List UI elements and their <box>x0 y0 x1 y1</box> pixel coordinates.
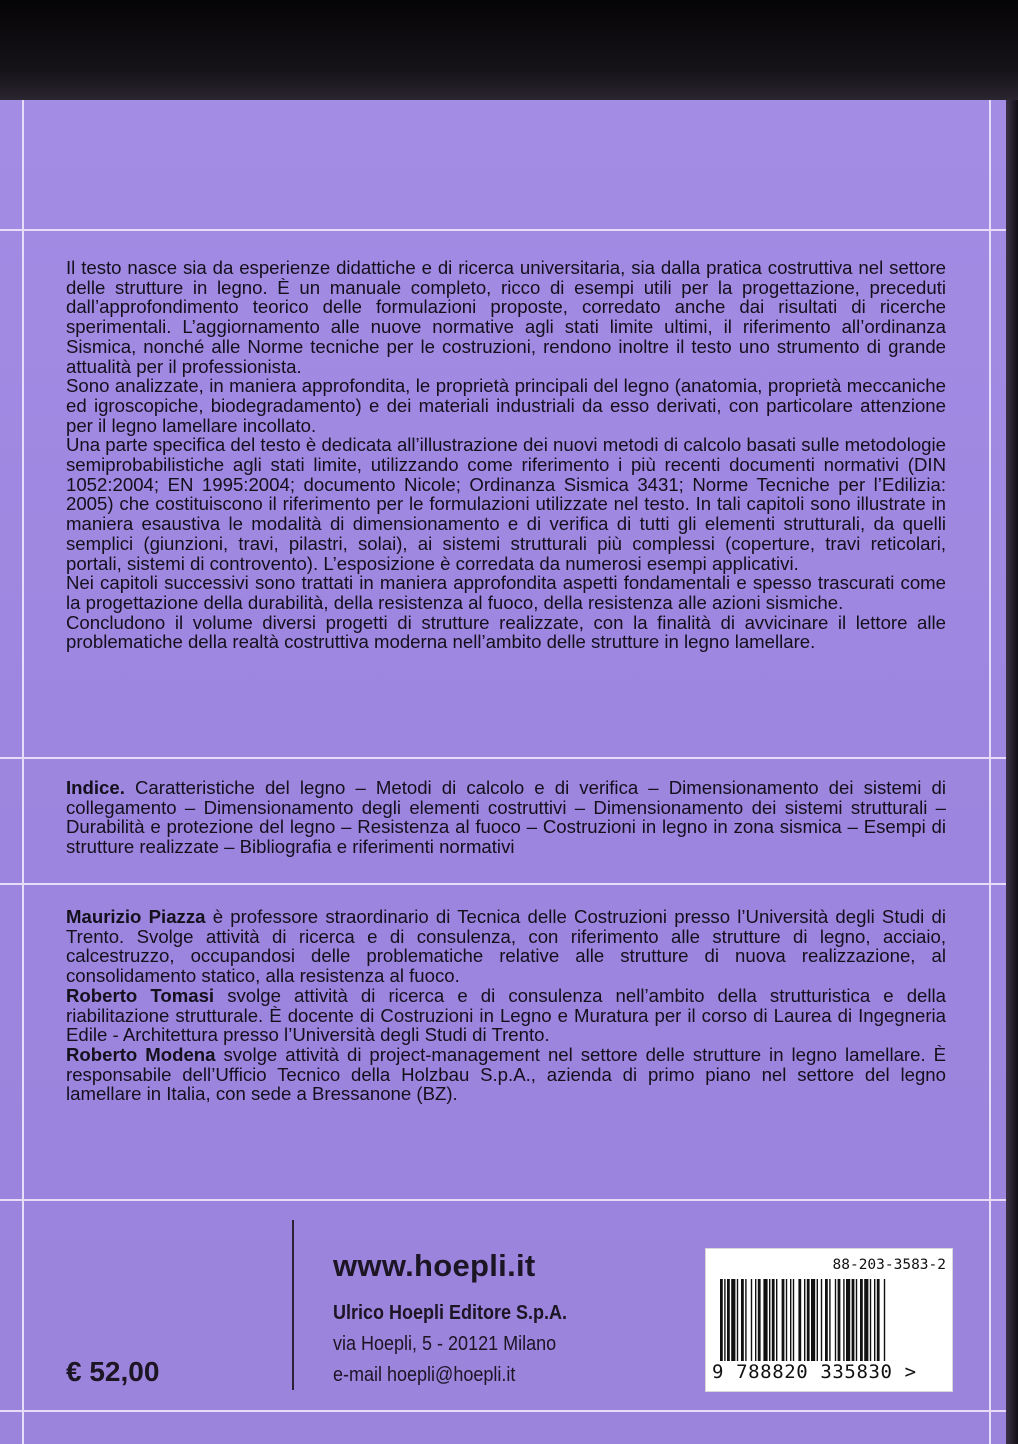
price: € 52,00 <box>66 1356 160 1387</box>
author-bio <box>66 1045 946 1104</box>
author-name: Maurizio Piazza <box>66 906 206 927</box>
ean-number: 9 788820 335830 > <box>712 1361 948 1383</box>
publisher-divider <box>292 1220 294 1390</box>
description-paragraph: Una parte specifica del testo è dedicata all’illustrazione dei nuovi metodi di calcolo basati sulle metodologie semiprobabilistiche agli stati limite, utilizzando come riferimento i più recenti documenti normativi (DIN 1052:2004; EN 1995:2004; documento Nicole; Ordinanza Sismica 3431; Norme Tecniche per l’Edilizia: 2005) che costituiscono il riferimento per le formulazioni utilizzate nel testo. In tali capitoli sono illustrate in maniera esaustiva le modalità di dimensionamento e di verifica di tutti gli elementi strutturali, da quelli semplici (giunzioni, travi, pilastri, solai), ai sistemi strutturali più complessi (coperture, travi reticolari, portali, sistemi di controvento). L’esposizione è corredata da numerosi esempi applicativi. <box>66 434 946 574</box>
publisher-website[interactable]: www.hoepli.it <box>333 1248 536 1283</box>
grid-line-vertical <box>22 100 24 1444</box>
grid-line-horizontal <box>0 1410 1006 1412</box>
table-of-contents <box>66 778 946 857</box>
description-paragraph: Concludono il volume diversi progetti di strutture realizzate, con la finalità di avvicinare il lettore alle problematiche della realtà costruttiva moderna nell’ambito delle strutture in legno lamellare. <box>66 611 946 653</box>
author-bio-text: è professore straordinario di Tecnica delle Costruzioni presso l’Università degli Studi di Trento. Svolge attività di ricerca e di consulenza, con riferimento alle strutture di legno, acciaio, calcestruzzo, occupandosi delle problematiche relative alle strutture di nuova realizzazione, al consolidamento statico, alla resistenza al fuoco. <box>66 906 947 987</box>
author-name: Roberto Tomasi <box>66 984 215 1006</box>
grid-line-horizontal <box>0 883 1006 885</box>
index-text: Caratteristiche del legno – Metodi di calcolo e di verifica – Dimensionamento dei sistemi di collegamento – Dimensionamento degli elementi costruttivi – Dimensionamento dei sistemi strutturali – Durabilità e protezione del legno – Resistenza al fuoco – Costruzioni in legno in zona sismica – Esempi di strutture realizzate – Bibliografia e riferimenti normativi <box>66 777 946 858</box>
grid-line-horizontal <box>0 757 1006 759</box>
author-bio-text: svolge attività di ricerca e di consulenza nell’ambito della strutturistica e della riabilitazione strutturale. È docente di Costruzioni in Legno e Muratura per il corso di Laurea di Ingegneria Edile - Architettura presso l’Università degli Studi di Trento. <box>66 984 946 1046</box>
grid-line-vertical <box>989 100 991 1444</box>
author-name: Roberto Modena <box>66 1043 216 1065</box>
author-bios <box>66 907 946 1104</box>
publisher-name: Ulrico Hoepli Editore S.p.A. <box>333 1302 568 1324</box>
description-paragraph: Il testo nasce sia da esperienze didattiche e di ricerca universitaria, sia dalla pratica costruttiva nel settore delle strutture in legno. È un manuale completo, ricco di esempi utili per la progettazione, preceduti dall’approfondimento teorico delle formulazioni proposte, corredato anche dai risultati di ricerche sperimentali. L’aggiornamento alle nuove normative agli stati limite ultimi, il riferimento all’ordinanza Sismica, nonché alle Norme tecniche per le costruzioni, rendono inoltre il testo uno strumento di grande attualità per il professionista. <box>66 257 946 377</box>
book-description <box>66 258 946 652</box>
author-bio <box>66 986 946 1045</box>
isbn-10: 88-203-3583-2 <box>832 1257 946 1273</box>
barcode-bars <box>718 1279 936 1369</box>
author-bio <box>66 907 946 986</box>
index-label: Indice. <box>66 777 125 798</box>
description-paragraph: Sono analizzate, in maniera approfondita, le proprietà principali del legno (anatomia, proprietà meccaniche ed igroscopiche, biodegradamento) e dei materiali industriali da esso derivati, con particolare attenzione per il legno lamellare incollato. <box>66 375 946 436</box>
publisher-address: via Hoepli, 5 - 20121 Milano <box>333 1333 557 1355</box>
grid-line-horizontal <box>0 1199 1006 1201</box>
spine-edge <box>1006 100 1018 1444</box>
author-bio-text: svolge attività di project-management nel settore delle strutture in legno lamellare. È responsabile dell’Ufficio Tecnico della Holzbau S.p.A., azienda di primo piano nel settore del legno lamellare in Italia, con sede a Bressanone (BZ). <box>66 1043 947 1105</box>
publisher-email[interactable]: e-mail hoepli@hoepli.it <box>333 1364 516 1386</box>
description-paragraph: Nei capitoli successivi sono trattati in maniera approfondita aspetti fondamentali e spesso trascurati come la progettazione della durabilità, della resistenza al fuoco, della resistenza alle azioni sismiche. <box>66 572 946 613</box>
grid-line-horizontal <box>0 229 1006 231</box>
barcode <box>705 1248 953 1392</box>
top-dark-band <box>0 0 1018 100</box>
